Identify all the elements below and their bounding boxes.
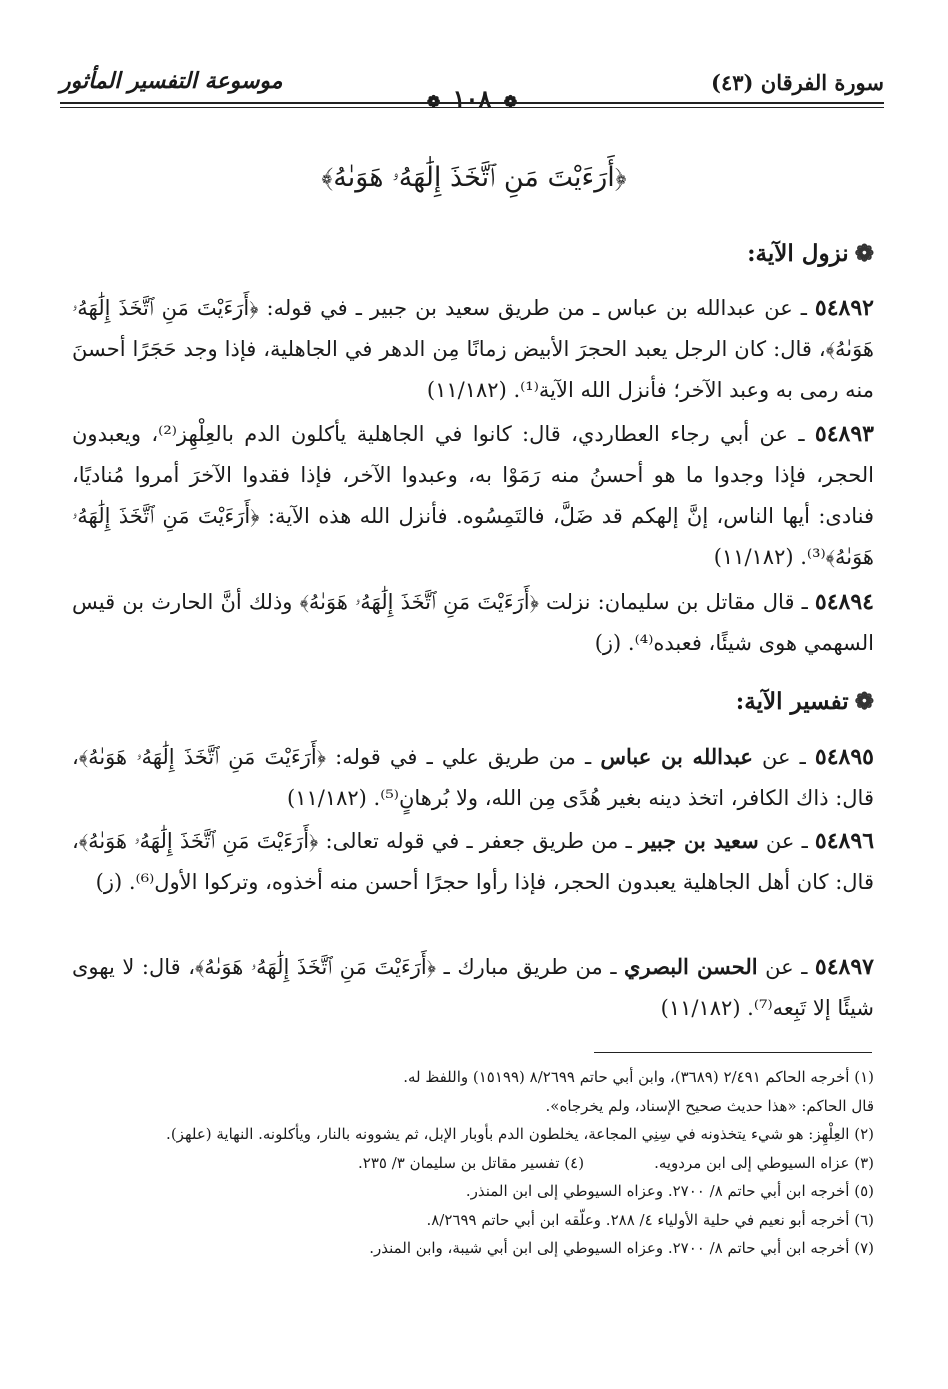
entry-text: ـ من طريق جعفر ـ في قوله تعالى: ﴿أَرَءَيْتَ مَنِ ٱتَّخَذَ إِلَٰهَهُۥ هَوَىٰهُ﴾، قال: كان أهل الجاهلية يعبدون الحجر، فإذا رأوا حجرًا أحسن منه أخذوه، وتركوا الأول⁽⁶⁾. (ز) [72,829,874,894]
footnote-row [58,1149,874,1178]
entry-number: ٥٤٨٩٣ [814,421,874,447]
entry-text: ـ من طريق مبارك ـ ﴿أَرَءَيْتَ مَنِ ٱتَّخَذَ إِلَٰهَهُۥ هَوَىٰهُ﴾، قال: لا يهوى شيئًا إلا تَبِعه⁽⁷⁾. (١١/١٨٢) [72,955,874,1020]
section-heading-revelation: ❁نزول الآية: [747,240,874,267]
entry-text: ـ قال مقاتل بن سليمان: نزلت ﴿أَرَءَيْتَ مَنِ ٱتَّخَذَ إِلَٰهَهُۥ هَوَىٰهُ﴾ وذلك أنَّ الحارث بن قيس السهمي هوى شيئًا، فعبده⁽⁴⁾. (ز) [72,590,874,655]
page-header [60,62,884,114]
ornament-icon: ❁ [503,92,518,111]
footnote: (٤) تفسير مقاتل بن سليمان ٣/ ٢٣٥. [358,1153,585,1172]
entry-number: ٥٤٨٩٦ [814,828,875,854]
ornament-icon: ❁ [426,92,441,111]
entry: ٥٤٨٩٧ ـ عن الحسن البصري ـ من طريق مبارك ـ ﴿أَرَءَيْتَ مَنِ ٱتَّخَذَ إِلَٰهَهُۥ هَوَىٰهُ﴾، قال: لا يهوى شيئًا إلا تَبِعه⁽⁷⁾. (١١/١٨٢) [72,954,874,1020]
footnote: (٦) أخرجه أبو نعيم في حلية الأولياء ٤/ ٢٨٨. وعلّقه ابن أبي حاتم ٨/٢٦٩٩. [426,1210,874,1229]
narrator-name: الحسن البصري [624,954,758,979]
entry-text: ـ عن عبدالله بن عباس ـ من طريق سعيد بن جبير ـ في قوله: ﴿أَرَءَيْتَ مَنِ ٱتَّخَذَ إِلَٰهَهُۥ هَوَىٰهُ﴾، قال: كان الرجل يعبد الحجرَ الأبيض زمانًا مِن الدهر في الجاهلية، فإذا وجد حَجَرًا أحسنَ منه رمى به وعبد الآخر؛ فأنزل الله الآية⁽¹⁾. (١١/١٨٢) [72,296,874,402]
entry [72,288,874,411]
flower-ornament-icon: ❁ [854,240,874,267]
entry-text: ـ عن أبي رجاء العطاردي، قال: كانوا في الجاهلية يأكلون الدم بالعِلْهِز⁽²⁾، ويعبدون الحجر، فإذا وجدوا ما هو أحسنُ منه رَمَوْا به، وعبدوا الآخر، فإذا فقدوا الآخرَ أمروا مُناديًا، فنادى: أيها الناس، إنَّ إلهكم قد ضَلَّ، فالتَمِسُوه. فأنزل الله هذه الآية: ﴿أَرَءَيْتَ مَنِ ٱتَّخَذَ إِلَٰهَهُۥ هَوَىٰهُ﴾⁽³⁾. (١١/١٨٢) [72,422,874,569]
entry-number: ٥٤٨٩٤ [814,589,874,615]
entry-number: ٥٤٨٩٧ [814,954,874,980]
section-heading-tafsir: ❁تفسير الآية: [735,688,874,715]
footnote-separator [594,1052,872,1053]
book-title: موسوعة التفسير المأثور [60,68,283,94]
footnote: (٣) عزاه السيوطي إلى ابن مردويه. [654,1153,874,1172]
ayah-title: ﴿أَرَءَيْتَ مَنِ ٱتَّخَذَ إِلَٰهَهُۥ هَوَىٰهُ﴾ [321,162,627,193]
entry-number: ٥٤٨٩٢ [814,295,874,321]
header-rule-thin [60,107,884,108]
footnote: قال الحاكم: «هذا حديث صحيح الإسناد، ولم يخرجاه». [545,1096,874,1115]
surah-title: سورة الفرقان (٤٣) [711,70,884,95]
footnote: (٥) أخرجه ابن أبي حاتم ٨/ ٢٧٠٠. وعزاه السيوطي إلى ابن المنذر. [465,1182,874,1200]
entry: ٥٤٨٩٦ ـ عن سعيد بن جبير ـ من طريق جعفر ـ في قوله تعالى: ﴿أَرَءَيْتَ مَنِ ٱتَّخَذَ إِلَٰهَهُۥ هَوَىٰهُ﴾، قال: كان أهل الجاهلية يعبدون الحجر، فإذا رأوا حجرًا أحسن منه أخذوه، وتركوا الأول⁽⁶⁾. (ز) [72,828,875,894]
entry: ٥٤٨٩٥ ـ عن عبدالله بن عباس ـ من طريق علي ـ في قوله: ﴿أَرَءَيْتَ مَنِ ٱتَّخَذَ إِلَٰهَهُۥ هَوَىٰهُ﴾، قال: ذاك الكافر، اتخذ دينه بغير هُدًى مِن الله، ولا بُرهانٍ⁽⁵⁾. (١١/١٨٢) [72,744,874,810]
narrator-name: سعيد بن جبير [638,828,759,853]
footnote: (٧) أخرجه ابن أبي حاتم ٨/ ٢٧٠٠. وعزاه السيوطي إلى ابن أبي شيبة، وابن المنذر. [369,1239,874,1257]
entry [72,582,874,664]
flower-ornament-icon: ❁ [854,688,874,715]
entry [72,414,874,578]
page-number: ١٠٨ [452,84,492,113]
footnote: (٢) العِلْهِز: هو شيء يتخذونه في سِنِي المجاعة، يخلطون الدم بأوبار الإبل، ثم يشوونه بالنار، ويأكلونه. النهاية (علهز). [166,1125,874,1143]
entry-number: ٥٤٨٩٥ [814,744,874,770]
footnotes [58,1063,874,1263]
narrator-name: عبدالله بن عباس [600,744,753,769]
entry-text: ـ من طريق علي ـ في قوله: ﴿أَرَءَيْتَ مَنِ ٱتَّخَذَ إِلَٰهَهُۥ هَوَىٰهُ﴾، قال: ذاك الكافر، اتخذ دينه بغير هُدًى مِن الله، ولا بُرهانٍ⁽⁵⁾. (١١/١٨٢) [72,745,874,810]
footnote: (١) أخرجه الحاكم ٢/٤٩١ (٣٦٨٩)، وابن أبي حاتم ٨/٢٦٩٩ (١٥١٩٩) واللفظ له. [403,1068,874,1086]
header-rule [60,102,884,104]
